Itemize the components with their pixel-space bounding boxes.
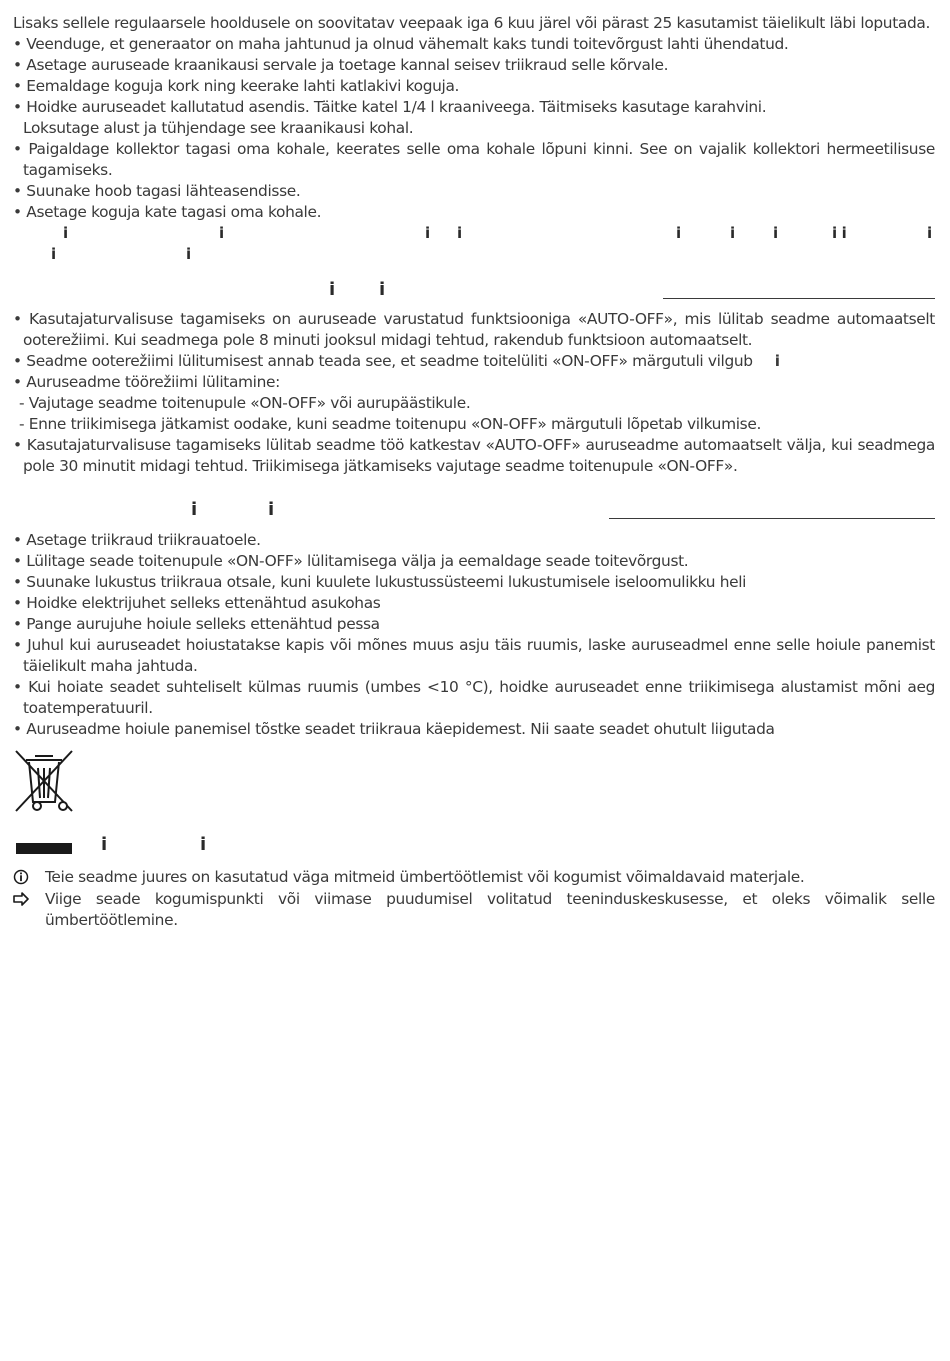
list-item: • Lülitage seade toitenupule «ON-OFF» lülitamisega välja ja eemaldage seade toitevõrgust.	[13, 552, 689, 570]
list-item: • Hoidke auruseadet kallutatud asendis. Täitke katel 1/4 l kraaniveega. Täitmiseks kasutage karahvini.	[13, 98, 767, 116]
heading-fragment: i	[268, 499, 274, 520]
action-text: Viige seade kogumispunkti või viimase puudumisel volitatud teeninduskeskusesse, et oleks võimalik selle ümbertöötlemine.	[45, 890, 935, 929]
list-item: • Auruseadme hoiule panemisel tõstke seadet triikraua käepidemest. Nii saate seadet ohutult liigutada	[13, 720, 775, 738]
info-line	[13, 867, 935, 889]
maintenance-intro: Lisaks sellele regulaarsele hooldusele on soovitatav veepaak iga 6 kuu järel või pärast 25 kasutamist täielikult läbi loputada.	[13, 14, 931, 32]
list-item: • Suunake lukustus triikraua otsale, kuni kuulete lukustussüsteemi lukustumisele iseloomulikku heli	[13, 573, 747, 591]
list-item: • Kasutajaturvalisuse tagamiseks on auruseade varustatud funktsiooniga «AUTO-OFF», mis lülitab seadme automaatselt ooterežiimi. Kui seadmega pole 8 minuti jooksul midagi tehtud, rakendub funktsioon automaatselt.	[13, 310, 935, 349]
text-fragment: i	[186, 245, 191, 263]
heading-rule	[663, 298, 935, 299]
missing-glyph-row	[13, 223, 935, 244]
list-item: • Paigaldage kollektor tagasi oma kohale, keerates selle oma kohale lõpuni kinni. See on vajalik kollektori hermeetilisuse tagamiseks.	[13, 140, 935, 179]
heading-rule	[609, 518, 935, 519]
text-fragment: i	[63, 224, 68, 242]
list-item: • Kasutajaturvalisuse tagamiseks lülitab seadme töö katkestav «AUTO-OFF» auruseadme automaatselt välja, kui seadmega pole 30 minutit midagi tehtud. Triikimisega jätkamiseks vajutage seadme toitenupule «ON-OFF».	[13, 436, 935, 475]
list-item: • Asetage triikraud triikrauatoele.	[13, 531, 261, 549]
list-item: • Veenduge, et generaator on maha jahtunud ja olnud vähemalt kaks tundi toitevõrgust lahti ühendatud.	[13, 35, 789, 53]
list-item: • Asetage koguja kate tagasi oma kohale.	[13, 203, 322, 221]
heading-fragment: i	[329, 279, 335, 300]
heading-fragment: i	[379, 279, 385, 300]
text-fragment: i	[774, 352, 780, 370]
document-page	[13, 13, 935, 931]
text-fragment: i	[773, 224, 778, 242]
section-heading-auto-off	[13, 279, 935, 303]
text-fragment: i	[219, 224, 224, 242]
sub-list-item: - Enne triikimisega jätkamist oodake, kuni seadme toitenupu «ON-OFF» märgutuli lõpetab vilkumise.	[19, 415, 761, 433]
list-item-text: • Seadme ooterežiimi lülitumisest annab teada see, et seadme toitelüliti «ON-OFF» märgutuli vilgub	[13, 352, 753, 370]
section-heading-storage	[13, 499, 935, 523]
list-item: • Hoidke elektrijuhet selleks ettenähtud asukohas	[13, 594, 381, 612]
action-line	[13, 889, 935, 931]
text-fragment: i	[457, 224, 462, 242]
text-fragment: i	[51, 245, 56, 263]
list-item	[13, 351, 935, 372]
list-item: • Kui hoiate seadet suhteliselt külmas ruumis (umbes <10 °C), hoidke auruseadet enne triikimisega alustamist mõni aeg toatemperatuuril.	[13, 678, 935, 717]
section-heading-environment	[13, 834, 935, 858]
heading-fragment: i	[191, 499, 197, 520]
text-fragment: i	[927, 224, 932, 242]
text-fragment: i	[425, 224, 430, 242]
list-item-continuation: Loksutage alust ja tühjendage see kraanikausi kohal.	[23, 119, 414, 137]
list-item: • Pange aurujuhe hoiule selleks ettenähtud pessa	[13, 615, 380, 633]
info-text: Teie seadme juures on kasutatud väga mitmeid ümbertöötlemist või kogumist võimaldavaid materjale.	[45, 868, 805, 886]
heading-fragment: i	[200, 834, 206, 855]
list-item: • Auruseadme töörežiimi lülitamine:	[13, 373, 280, 391]
heading-fragment: i	[101, 834, 107, 855]
crossed-bin-icon	[13, 748, 75, 814]
list-item: • Asetage auruseade kraanikausi servale ja toetage kannal seisev triikraud selle kõrvale.	[13, 56, 669, 74]
info-circle-icon	[13, 869, 45, 891]
list-item: • Eemaldage koguja kork ning keerake lahti katlakivi koguja.	[13, 77, 460, 95]
text-fragment: i	[730, 224, 735, 242]
list-item: • Juhul kui auruseadet hoiustatakse kapis või mõnes muus asju täis ruumis, laske auruseadmel enne selle hoiule panemist täielikult maha jahtuda.	[13, 636, 935, 675]
weee-symbol	[13, 748, 935, 838]
weee-bar	[16, 843, 72, 854]
text-fragment: i i	[832, 224, 847, 242]
missing-glyph-row	[13, 244, 935, 265]
sub-list-item: - Vajutage seadme toitenupule «ON-OFF» või aurupäästikule.	[19, 394, 471, 412]
arrow-right-icon	[13, 891, 45, 913]
text-fragment: i	[676, 224, 681, 242]
list-item: • Suunake hoob tagasi lähteasendisse.	[13, 182, 301, 200]
